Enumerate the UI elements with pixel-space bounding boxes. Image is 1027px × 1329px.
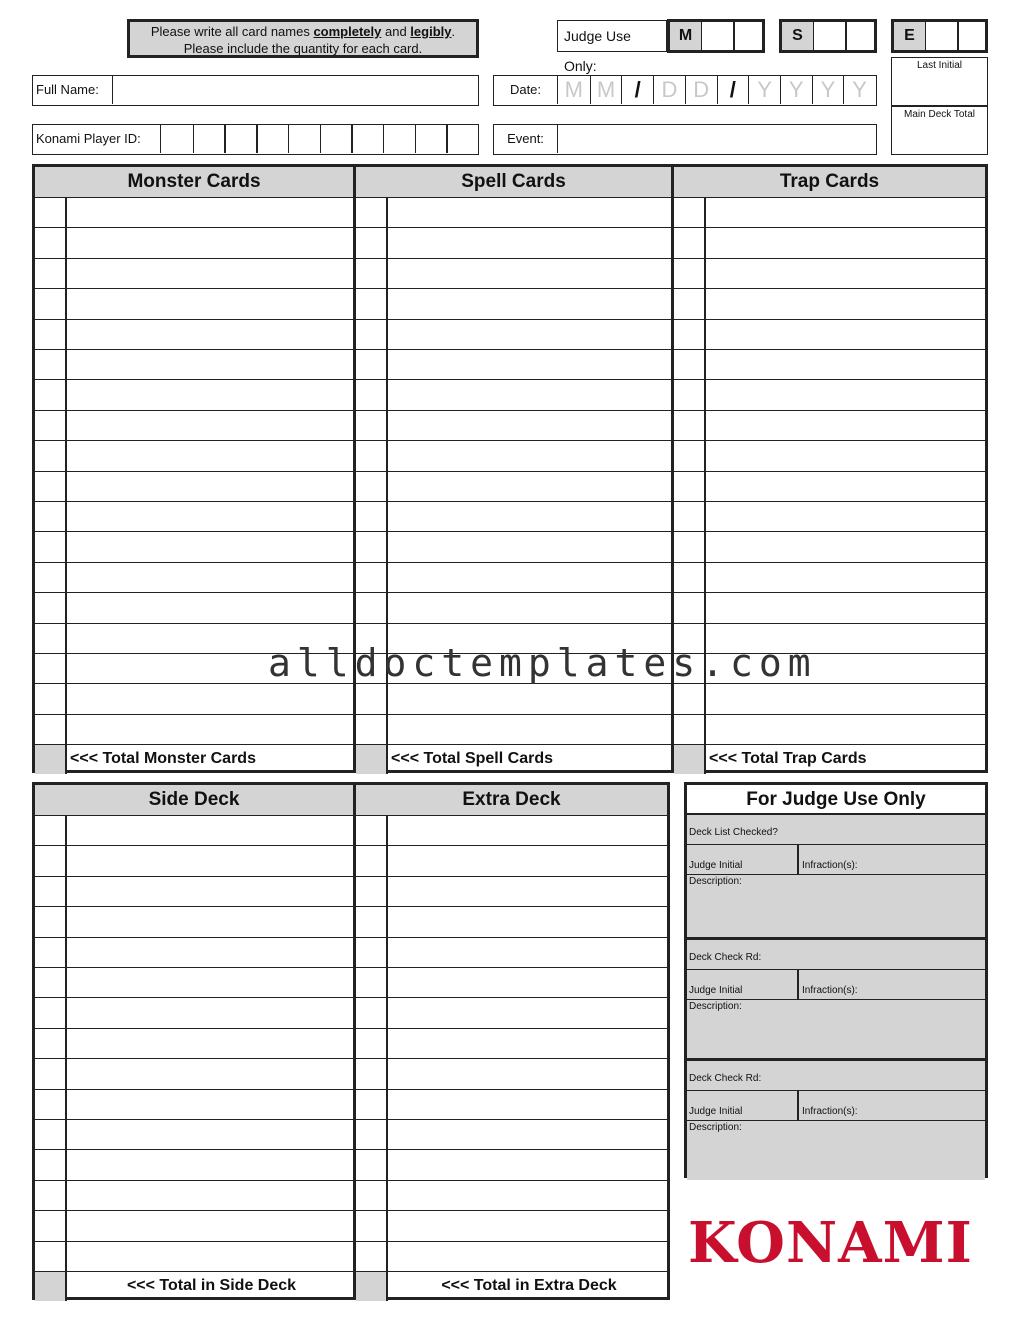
quantity-cell[interactable] xyxy=(356,998,388,1027)
quantity-cell[interactable] xyxy=(356,1059,388,1088)
total-label: <<< Total Trap Cards xyxy=(709,750,867,768)
card-row[interactable] xyxy=(356,501,671,531)
quantity-cell[interactable] xyxy=(674,320,706,349)
id-digit-divider xyxy=(288,125,290,153)
konami-logo: KONAMI xyxy=(688,1210,973,1276)
quantity-cell[interactable] xyxy=(356,1120,388,1149)
quantity-cell[interactable] xyxy=(35,1211,67,1240)
quantity-cell[interactable] xyxy=(674,228,706,257)
card-row[interactable] xyxy=(35,288,353,318)
quantity-cell[interactable] xyxy=(356,1090,388,1119)
card-row[interactable] xyxy=(356,197,671,227)
card-row[interactable] xyxy=(356,258,671,288)
date-digit-cell[interactable]: M xyxy=(564,77,583,102)
quantity-cell[interactable] xyxy=(35,380,67,409)
card-row[interactable] xyxy=(674,471,985,501)
monster-header: Monster Cards xyxy=(35,167,353,197)
total-quantity-cell[interactable] xyxy=(35,1272,67,1301)
card-row[interactable] xyxy=(674,379,985,409)
card-row[interactable] xyxy=(356,288,671,318)
full-name-label: Full Name: xyxy=(33,76,113,104)
card-row[interactable] xyxy=(356,815,667,845)
quantity-cell[interactable] xyxy=(356,289,388,318)
judge-e-box[interactable] xyxy=(891,19,988,53)
quantity-cell[interactable] xyxy=(35,532,67,561)
card-row[interactable] xyxy=(356,876,667,906)
card-row[interactable] xyxy=(356,714,671,744)
judge-initial-row[interactable] xyxy=(687,844,985,875)
quantity-cell[interactable] xyxy=(674,198,706,227)
card-row[interactable] xyxy=(35,471,353,501)
quantity-cell[interactable] xyxy=(35,502,67,531)
card-row[interactable] xyxy=(35,997,353,1027)
card-row[interactable] xyxy=(35,227,353,257)
event-label: Event: xyxy=(494,125,558,153)
card-row[interactable] xyxy=(356,1028,667,1058)
card-row[interactable] xyxy=(35,319,353,349)
quantity-cell[interactable] xyxy=(35,1181,67,1210)
quantity-cell[interactable] xyxy=(356,532,388,561)
judge-check-label: Deck List Checked? xyxy=(689,827,778,838)
total-quantity-cell[interactable] xyxy=(356,1272,388,1301)
card-row[interactable] xyxy=(35,1241,353,1271)
quantity-cell[interactable] xyxy=(356,563,388,592)
total-quantity-cell[interactable] xyxy=(356,745,388,774)
card-row[interactable] xyxy=(35,1180,353,1210)
card-row[interactable] xyxy=(674,440,985,470)
quantity-cell[interactable] xyxy=(35,320,67,349)
quantity-cell[interactable] xyxy=(674,259,706,288)
total-quantity-cell[interactable] xyxy=(674,745,706,774)
id-digit-divider xyxy=(256,125,258,153)
total-row xyxy=(674,744,985,774)
judge-e-letter: E xyxy=(894,22,926,50)
card-row[interactable] xyxy=(35,258,353,288)
total-label: <<< Total in Extra Deck xyxy=(441,1277,617,1294)
card-row[interactable] xyxy=(356,1119,667,1149)
quantity-cell[interactable] xyxy=(35,1090,67,1119)
judge-check-block xyxy=(687,937,985,1059)
quantity-cell[interactable] xyxy=(674,593,706,622)
side-header: Side Deck xyxy=(35,785,353,815)
card-row[interactable] xyxy=(674,714,985,744)
card-row[interactable] xyxy=(674,531,985,561)
card-row[interactable] xyxy=(35,440,353,470)
quantity-cell[interactable] xyxy=(356,411,388,440)
quantity-cell[interactable] xyxy=(35,1242,67,1271)
description-label: Description: xyxy=(689,876,742,887)
card-row[interactable] xyxy=(35,815,353,845)
quantity-cell[interactable] xyxy=(674,350,706,379)
card-row[interactable] xyxy=(674,562,985,592)
quantity-cell[interactable] xyxy=(356,1181,388,1210)
quantity-cell[interactable] xyxy=(356,228,388,257)
judge-check-label: Deck Check Rd: xyxy=(689,951,762,963)
date-field[interactable] xyxy=(493,75,877,106)
card-row[interactable] xyxy=(674,501,985,531)
card-row[interactable] xyxy=(35,379,353,409)
quantity-cell[interactable] xyxy=(674,441,706,470)
judge-initial-row[interactable] xyxy=(687,969,985,1000)
card-row[interactable] xyxy=(674,592,985,622)
judge-use-box xyxy=(684,782,988,1178)
trap-header: Trap Cards xyxy=(674,167,985,197)
judge-row-divider xyxy=(797,970,799,999)
quantity-cell[interactable] xyxy=(356,259,388,288)
extra-header: Extra Deck xyxy=(356,785,667,815)
quantity-cell[interactable] xyxy=(356,198,388,227)
card-row[interactable] xyxy=(674,683,985,713)
last-initial-label: Last Initial xyxy=(916,60,963,71)
quantity-cell[interactable] xyxy=(674,715,706,744)
card-row[interactable] xyxy=(35,197,353,227)
infractions-label: Infraction(s): xyxy=(802,984,858,996)
card-row[interactable] xyxy=(35,906,353,936)
quantity-cell[interactable] xyxy=(674,502,706,531)
quantity-cell[interactable] xyxy=(356,1150,388,1179)
watermark: alldoctemplates.com xyxy=(268,641,817,685)
quantity-cell[interactable] xyxy=(356,846,388,875)
total-label: <<< Total Spell Cards xyxy=(391,750,553,768)
card-row[interactable] xyxy=(356,1210,667,1240)
card-row[interactable] xyxy=(35,1028,353,1058)
card-row[interactable] xyxy=(356,531,671,561)
card-row[interactable] xyxy=(356,1089,667,1119)
card-row[interactable] xyxy=(674,288,985,318)
judge-check-block xyxy=(687,1058,985,1180)
quantity-cell[interactable] xyxy=(35,472,67,501)
extra-deck-column xyxy=(353,785,667,1297)
card-row[interactable] xyxy=(35,562,353,592)
card-row[interactable] xyxy=(674,349,985,379)
judge-row-divider xyxy=(797,1091,799,1120)
quantity-cell[interactable] xyxy=(35,228,67,257)
card-row[interactable] xyxy=(35,531,353,561)
judge-m-letter: M xyxy=(670,22,702,50)
quantity-cell[interactable] xyxy=(35,1150,67,1179)
quantity-cell[interactable] xyxy=(674,472,706,501)
id-digit-divider xyxy=(320,125,322,153)
quantity-cell[interactable] xyxy=(35,441,67,470)
card-row[interactable] xyxy=(674,410,985,440)
judge-row-divider xyxy=(797,845,799,874)
card-row[interactable] xyxy=(35,349,353,379)
card-row[interactable] xyxy=(674,258,985,288)
quantity-cell[interactable] xyxy=(35,350,67,379)
card-row[interactable] xyxy=(674,319,985,349)
quantity-cell[interactable] xyxy=(356,350,388,379)
card-row[interactable] xyxy=(356,683,671,713)
date-digit-cell[interactable]: / xyxy=(621,76,653,104)
quantity-cell[interactable] xyxy=(35,998,67,1027)
id-digit-divider xyxy=(415,125,417,153)
quantity-cell[interactable] xyxy=(356,684,388,713)
main-deck-total-label: Main Deck Total xyxy=(904,109,975,120)
judge-check-block xyxy=(687,815,985,937)
card-row[interactable] xyxy=(356,997,667,1027)
konami-id-label: Konami Player ID: xyxy=(33,125,161,153)
quantity-cell[interactable] xyxy=(674,532,706,561)
quantity-cell[interactable] xyxy=(356,877,388,906)
quantity-cell[interactable] xyxy=(356,593,388,622)
card-row[interactable] xyxy=(35,1119,353,1149)
judge-initial-label: Judge Initial xyxy=(689,984,743,996)
quantity-cell[interactable] xyxy=(35,259,67,288)
card-row[interactable] xyxy=(35,592,353,622)
infractions-label: Infraction(s): xyxy=(802,860,858,871)
id-digit-divider xyxy=(224,125,226,153)
card-row[interactable] xyxy=(35,1149,353,1179)
total-label: <<< Total in Side Deck xyxy=(126,1277,297,1294)
quantity-cell[interactable] xyxy=(35,289,67,318)
card-row[interactable] xyxy=(356,937,667,967)
quantity-cell[interactable] xyxy=(356,380,388,409)
quantity-cell[interactable] xyxy=(35,968,67,997)
quantity-cell[interactable] xyxy=(356,816,388,845)
card-row[interactable] xyxy=(356,1180,667,1210)
card-row[interactable] xyxy=(35,683,353,713)
infractions-label: Infraction(s): xyxy=(802,1106,858,1117)
date-digit-cell[interactable]: Y xyxy=(843,76,875,104)
total-label: <<< Total Monster Cards xyxy=(70,750,256,768)
judge-use-label-box: Judge Use Only: xyxy=(557,20,667,52)
quantity-cell[interactable] xyxy=(356,1211,388,1240)
quantity-cell[interactable] xyxy=(674,380,706,409)
card-row[interactable] xyxy=(35,967,353,997)
quantity-cell[interactable] xyxy=(674,684,706,713)
quantity-cell[interactable] xyxy=(35,1059,67,1088)
quantity-cell[interactable] xyxy=(674,411,706,440)
card-row[interactable] xyxy=(356,471,671,501)
quantity-cell[interactable] xyxy=(356,715,388,744)
card-row[interactable] xyxy=(356,410,671,440)
quantity-cell[interactable] xyxy=(35,563,67,592)
card-row[interactable] xyxy=(35,714,353,744)
quantity-cell[interactable] xyxy=(674,289,706,318)
id-digit-divider xyxy=(383,125,385,153)
total-row xyxy=(35,744,353,774)
card-row[interactable] xyxy=(35,937,353,967)
card-row[interactable] xyxy=(356,440,671,470)
description-label: Description: xyxy=(689,1000,742,1012)
quantity-cell[interactable] xyxy=(356,502,388,531)
card-row[interactable] xyxy=(356,845,667,875)
side-extra-table xyxy=(32,782,670,1300)
quantity-cell[interactable] xyxy=(356,441,388,470)
card-row[interactable] xyxy=(35,876,353,906)
total-row xyxy=(356,1271,667,1301)
quantity-cell[interactable] xyxy=(35,877,67,906)
date-digit-cell[interactable]: / xyxy=(717,76,749,104)
judge-use-header: For Judge Use Only xyxy=(687,785,985,815)
quantity-cell[interactable] xyxy=(356,1029,388,1058)
quantity-cell[interactable] xyxy=(35,411,67,440)
quantity-cell[interactable] xyxy=(35,907,67,936)
card-row[interactable] xyxy=(35,845,353,875)
quantity-cell[interactable] xyxy=(35,654,67,683)
event-field[interactable] xyxy=(493,124,877,155)
quantity-cell[interactable] xyxy=(35,593,67,622)
spell-header: Spell Cards xyxy=(356,167,671,197)
card-row[interactable] xyxy=(356,319,671,349)
card-row[interactable] xyxy=(356,349,671,379)
card-row[interactable] xyxy=(356,1149,667,1179)
card-row[interactable] xyxy=(35,501,353,531)
card-row[interactable] xyxy=(356,592,671,622)
card-row[interactable] xyxy=(35,410,353,440)
id-digit-divider xyxy=(446,125,448,153)
total-quantity-cell[interactable] xyxy=(35,745,67,774)
full-name-field[interactable] xyxy=(32,75,479,106)
quantity-cell[interactable] xyxy=(356,472,388,501)
quantity-cell[interactable] xyxy=(35,1029,67,1058)
card-row[interactable] xyxy=(674,197,985,227)
total-row xyxy=(35,1271,353,1301)
quantity-cell[interactable] xyxy=(35,624,67,653)
judge-initial-row[interactable] xyxy=(687,1090,985,1121)
card-row[interactable] xyxy=(356,1241,667,1271)
total-row xyxy=(356,744,671,774)
card-row[interactable] xyxy=(356,1058,667,1088)
card-row[interactable] xyxy=(35,1058,353,1088)
card-row[interactable] xyxy=(356,967,667,997)
quantity-cell[interactable] xyxy=(35,198,67,227)
instructions-box xyxy=(127,19,479,58)
date-digit-cell[interactable]: M xyxy=(590,76,622,104)
instructions-line2: Please include the quantity for each card. xyxy=(183,41,423,56)
quantity-cell[interactable] xyxy=(35,684,67,713)
quantity-cell[interactable] xyxy=(35,816,67,845)
card-row[interactable] xyxy=(356,562,671,592)
card-row[interactable] xyxy=(356,906,667,936)
card-row[interactable] xyxy=(35,1089,353,1119)
id-digit-divider xyxy=(193,125,195,153)
card-row[interactable] xyxy=(356,379,671,409)
judge-initial-label: Judge Initial xyxy=(689,1106,743,1117)
date-digit-cell[interactable]: Y xyxy=(780,76,812,104)
judge-check-label: Deck Check Rd: xyxy=(689,1073,762,1084)
main-deck-total-box[interactable] xyxy=(891,106,988,155)
date-label: Date: xyxy=(494,76,558,104)
card-row[interactable] xyxy=(674,227,985,257)
quantity-cell[interactable] xyxy=(674,563,706,592)
quantity-cell[interactable] xyxy=(35,938,67,967)
id-digit-divider xyxy=(351,125,353,153)
card-row[interactable] xyxy=(35,1210,353,1240)
last-initial-box[interactable] xyxy=(891,57,988,106)
quantity-cell[interactable] xyxy=(356,968,388,997)
date-digit-cell[interactable]: Y xyxy=(748,76,780,104)
side-deck-column xyxy=(35,785,353,1297)
description-label: Description: xyxy=(689,1122,742,1133)
instructions-line1: Please write all card names completely and legibly. xyxy=(150,24,456,39)
judge-s-letter: S xyxy=(782,22,814,50)
date-digit-cell[interactable]: D xyxy=(653,76,685,104)
quantity-cell[interactable] xyxy=(356,320,388,349)
quantity-cell[interactable] xyxy=(356,938,388,967)
quantity-cell[interactable] xyxy=(35,715,67,744)
quantity-cell[interactable] xyxy=(356,907,388,936)
judge-m-box[interactable] xyxy=(667,19,765,53)
quantity-cell[interactable] xyxy=(35,846,67,875)
konami-id-field[interactable] xyxy=(32,124,479,155)
quantity-cell[interactable] xyxy=(356,1242,388,1271)
card-row[interactable] xyxy=(356,227,671,257)
date-digit-cell[interactable]: D xyxy=(685,76,717,104)
judge-s-box[interactable] xyxy=(779,19,877,53)
judge-initial-label: Judge Initial xyxy=(689,860,743,871)
quantity-cell[interactable] xyxy=(35,1120,67,1149)
date-digit-cell[interactable]: Y xyxy=(812,76,844,104)
